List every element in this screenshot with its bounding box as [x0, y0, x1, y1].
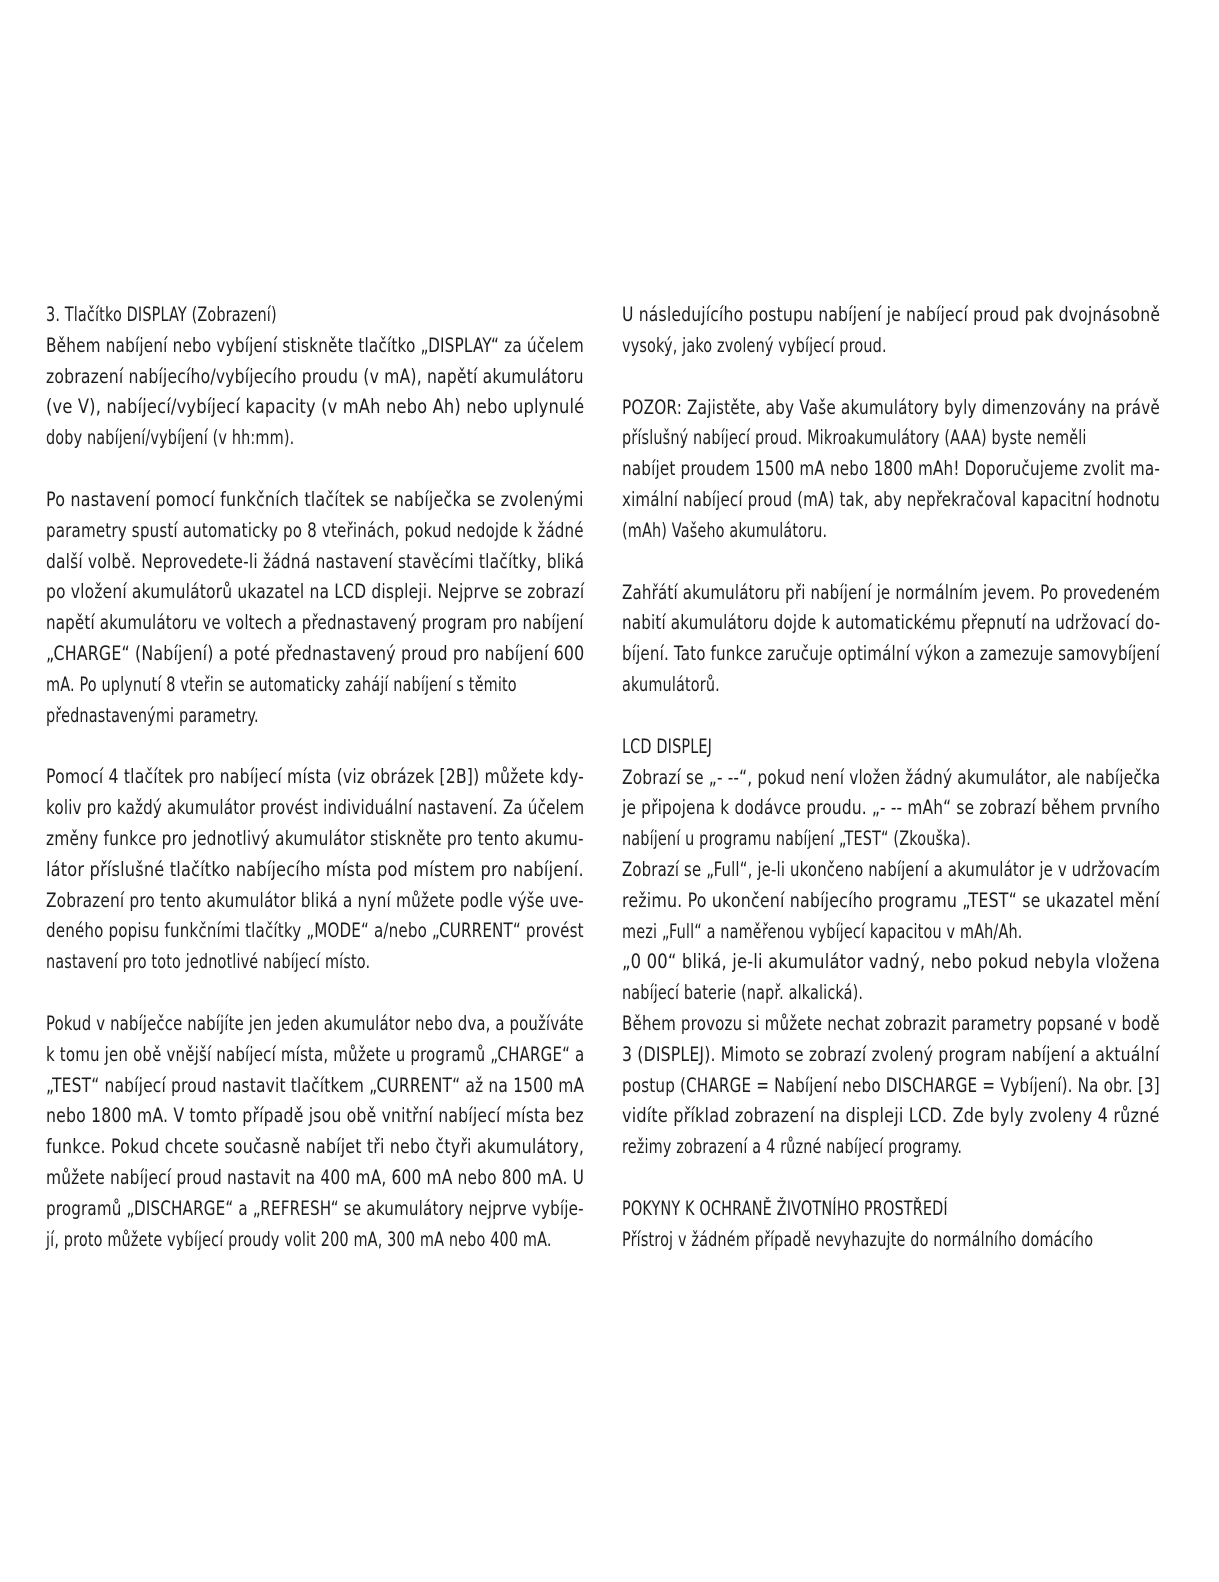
text-line: k tomu jen obě vnější nabíjecí místa, můžete u programů „CHARGE“ a: [46, 1042, 585, 1066]
text-line: programů „DISCHARGE“ a „REFRESH“ se akumulátory nejprve vybíje-: [46, 1196, 584, 1220]
text-line: deného popisu funkčními tlačítky „MODE“ a/nebo „CURRENT“ provést: [46, 919, 584, 943]
warning-section: [622, 393, 1160, 547]
text-line: doby nabíjení/vybíjení (v hh:mm).: [46, 426, 295, 450]
text-line: Pomocí 4 tlačítek pro nabíjecí místa (viz obrázek [2B]) můžete kdy-: [46, 765, 585, 789]
text-line: „0 00“ bliká, je-li akumulátor vadný, nebo pokud nebyla vložena: [622, 950, 1161, 974]
text-line: Přístroj v žádném případě nevyhazujte do normálního domácího: [622, 1227, 1094, 1251]
text-line: akumulátorů.: [622, 672, 720, 696]
left-column: [46, 300, 584, 1286]
text-line: 3 (DISPLEJ). Mimoto se zobrazí zvolený program nabíjení a aktuální: [622, 1042, 1160, 1066]
text-line: POZOR: Zajistěte, aby Vaše akumulátory byly dimenzovány na právě: [622, 395, 1160, 419]
text-line: Po nastavení pomocí funkčních tlačítek se nabíječka se zvolenými: [46, 487, 584, 511]
slot-buttons-section: [46, 762, 584, 978]
text-line: „TEST“ nabíjecí proud nastavit tlačítkem „CURRENT“ až na 1500 mA: [46, 1073, 585, 1097]
text-line: mezi „Full“ a naměřenou vybíjecí kapacitou v mAh/Ah.: [622, 919, 1023, 943]
text-line: příslušný nabíjecí proud. Mikroakumulátory (AAA) byste neměli: [622, 426, 1087, 450]
text-line: funkce. Pokud chcete současně nabíjet tři nebo čtyři akumulátory,: [46, 1135, 585, 1159]
text-line: LCD DISPLEJ: [622, 734, 713, 758]
display-button-section: [46, 300, 584, 454]
text-line: postup (CHARGE = Nabíjení nebo DISCHARGE = Vybíjení). Na obr. [3]: [622, 1073, 1160, 1097]
text-line: změny funkce pro jednotlivý akumulátor stiskněte pro tento akumu-: [46, 826, 584, 850]
text-line: koliv pro každý akumulátor provést individuální nastavení. Za účelem: [46, 796, 585, 820]
text-line: ximální nabíjecí proud (mA) tak, aby nepřekračoval kapacitní hodnotu: [622, 487, 1160, 511]
text-line: látor příslušné tlačítko nabíjecího místa pod místem pro nabíjení.: [46, 857, 584, 881]
text-line: (mAh) Vašeho akumulátoru.: [622, 518, 828, 542]
text-line: Během provozu si můžete nechat zobrazit parametry popsané v bodě: [622, 1011, 1160, 1035]
text-line: další volbě. Neprovedete-li žádná nastavení stavěcími tlačítky, bliká: [46, 549, 585, 573]
text-line: mA. Po uplynutí 8 vteřin se automaticky zahájí nabíjení s těmito: [46, 672, 517, 696]
text-line: zobrazení nabíjecího/vybíjecího proudu (v mA), napětí akumulátoru: [46, 364, 584, 388]
lcd-display-section: [622, 732, 1160, 1163]
text-line: můžete nabíjecí proud nastavit na 400 mA, 600 mA nebo 800 mA. U: [46, 1165, 585, 1189]
text-line: Zobrazení pro tento akumulátor bliká a nyní můžete podle výše uve-: [46, 888, 584, 912]
double-current-section: [622, 300, 1160, 362]
text-line: je připojena k dodávce proudu. „- -- mAh“ se zobrazí během prvního: [622, 796, 1161, 820]
text-line: parametry spustí automaticky po 8 vteřinách, pokud nedojde k žádné: [46, 518, 584, 542]
one-or-two-batteries-section: [46, 1009, 584, 1255]
text-line: nabíjecí baterie (např. alkalická).: [622, 981, 864, 1005]
text-line: režimu. Po ukončení nabíjecího programu „TEST“ se ukazatel mění: [622, 888, 1160, 912]
text-line: nabíjet proudem 1500 mA nebo 1800 mAh! Doporučujeme zvolit ma-: [622, 457, 1160, 481]
text-line: Během nabíjení nebo vybíjení stiskněte tlačítko „DISPLAY“ za účelem: [46, 333, 584, 357]
text-line: 3. Tlačítko DISPLAY (Zobrazení): [46, 303, 277, 326]
text-line: vidíte příklad zobrazení na displeji LCD. Zde byly zvoleny 4 různé: [622, 1104, 1160, 1128]
auto-start-section: [46, 485, 584, 731]
text-line: vysoký, jako zvolený vybíjecí proud.: [622, 333, 887, 357]
text-line: nastavení pro toto jednotlivé nabíjecí místo.: [46, 950, 371, 974]
text-line: Zobrazí se „Full“, je-li ukončeno nabíjení a akumulátor je v udržovacím: [622, 857, 1161, 881]
text-line: Zobrazí se „- --“, pokud není vložen žádný akumulátor, ale nabíječka: [622, 765, 1161, 789]
text-line: Zahřátí akumulátoru při nabíjení je normálním jevem. Po provedeném: [622, 580, 1161, 604]
text-line: po vložení akumulátorů ukazatel na LCD displeji. Nejprve se zobrazí: [46, 580, 585, 604]
text-line: „CHARGE“ (Nabíjení) a poté přednastavený proud pro nabíjení 600: [46, 641, 585, 665]
text-line: bíjení. Tato funkce zaručuje optimální výkon a zamezuje samovybíjení: [622, 642, 1160, 666]
text-line: U následujícího postupu nabíjení je nabíjecí proud pak dvojnásobně: [622, 303, 1161, 326]
text-line: Pokud v nabíječce nabíjíte jen jeden akumulátor nebo dva, a používáte: [46, 1011, 584, 1035]
text-line: režimy zobrazení a 4 různé nabíjecí programy.: [622, 1135, 963, 1159]
text-line: nebo 1800 mA. V tomto případě jsou obě vnitřní nabíjecí místa bez: [46, 1104, 584, 1128]
text-line: nabití akumulátoru dojde k automatickému přepnutí na udržovací do-: [622, 611, 1161, 635]
heating-section: [622, 578, 1160, 701]
text-line: přednastavenými parametry.: [46, 703, 259, 727]
text-line: POKYNY K OCHRANĚ ŽIVOTNÍHO PROSTŘEDÍ: [622, 1196, 948, 1220]
right-column: [622, 300, 1160, 1287]
environment-section: [622, 1194, 1160, 1256]
text-line: (ve V), nabíjecí/vybíjecí kapacity (v mAh nebo Ah) nebo uplynulé: [46, 395, 585, 419]
text-line: napětí akumulátoru ve voltech a přednastavený program pro nabíjení: [46, 611, 584, 635]
text-line: jí, proto můžete vybíjecí proudy volit 200 mA, 300 mA nebo 400 mA.: [46, 1227, 552, 1251]
text-line: nabíjení u programu nabíjení „TEST“ (Zkouška).: [622, 827, 971, 851]
